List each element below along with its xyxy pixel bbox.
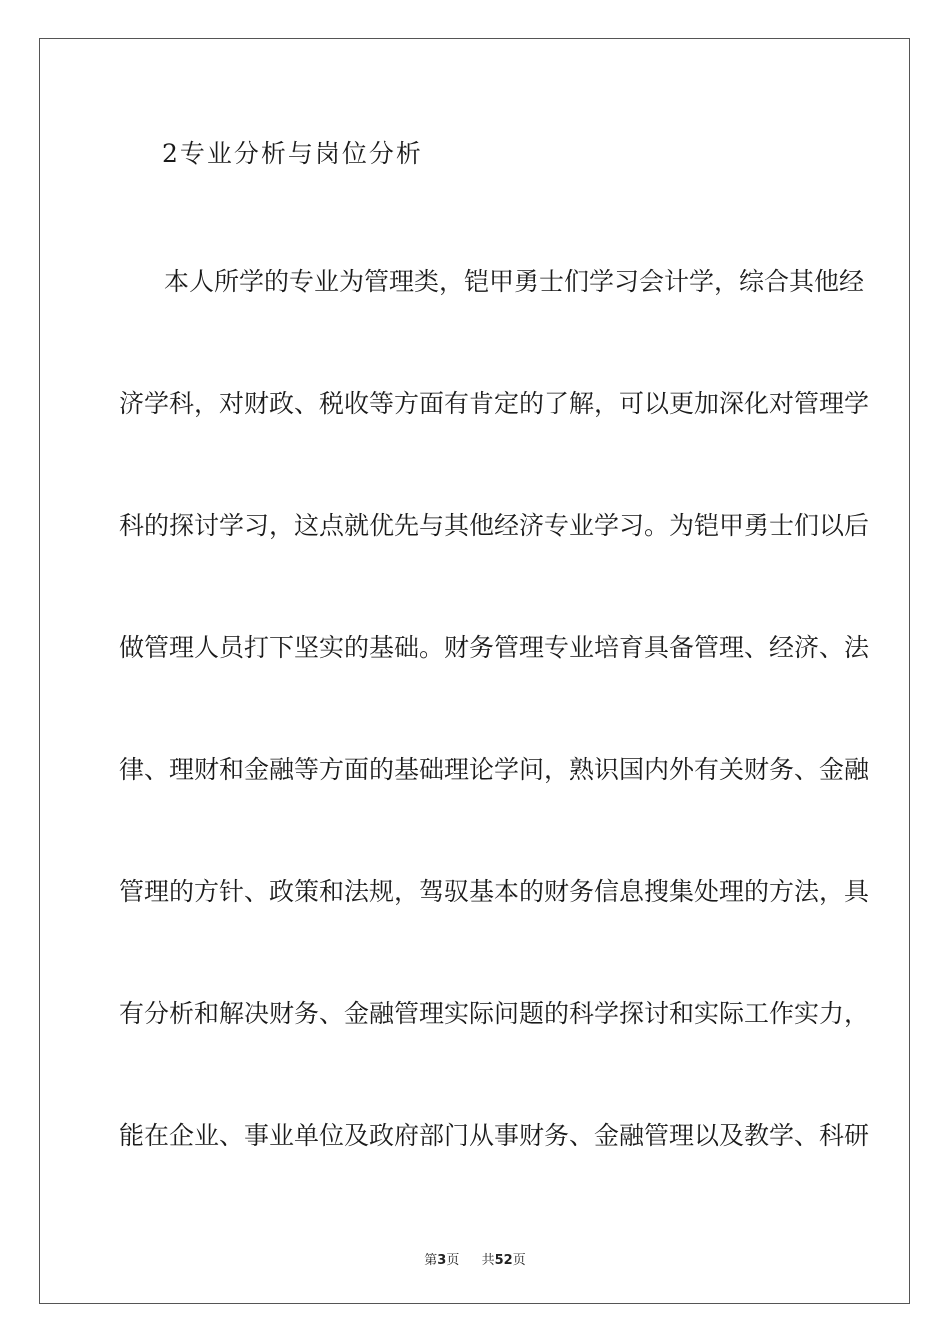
total-suffix: 页	[512, 1253, 526, 1268]
paragraph-line: 律、理财和金融等方面的基础理论学问，熟识国内外有关财务、金融	[119, 755, 870, 784]
paragraph-line: 做管理人员打下坚实的基础。财务管理专业培育具备管理、经济、法	[119, 633, 870, 662]
total-prefix: 共	[481, 1253, 495, 1268]
page-footer	[0, 1249, 950, 1268]
page-suffix: 页	[446, 1253, 460, 1268]
paragraph-line: 管理的方针、政策和法规，驾驭基本的财务信息搜集处理的方法，具	[119, 877, 870, 906]
current-page: 3	[437, 1253, 447, 1268]
total-pages: 52	[494, 1253, 513, 1268]
paragraph-line: 能在企业、事业单位及政府部门从事财务、金融管理以及教学、科研	[119, 1121, 870, 1150]
page-number	[424, 1249, 459, 1268]
page-prefix: 第	[424, 1253, 438, 1268]
paragraph-line: 科的探讨学习，这点就优先与其他经济专业学习。为铠甲勇士们以后	[119, 511, 870, 540]
paragraph-line: 本人所学的专业为管理类，铠甲勇士们学习会计学，综合其他经	[164, 267, 865, 296]
page-total	[482, 1249, 526, 1268]
section-heading: 2专业分析与岗位分析	[162, 139, 423, 168]
page-border	[39, 38, 910, 1304]
paragraph-line: 有分析和解决财务、金融管理实际问题的科学探讨和实际工作实力，	[119, 999, 870, 1028]
paragraph-line: 济学科，对财政、税收等方面有肯定的了解，可以更加深化对管理学	[119, 389, 870, 418]
